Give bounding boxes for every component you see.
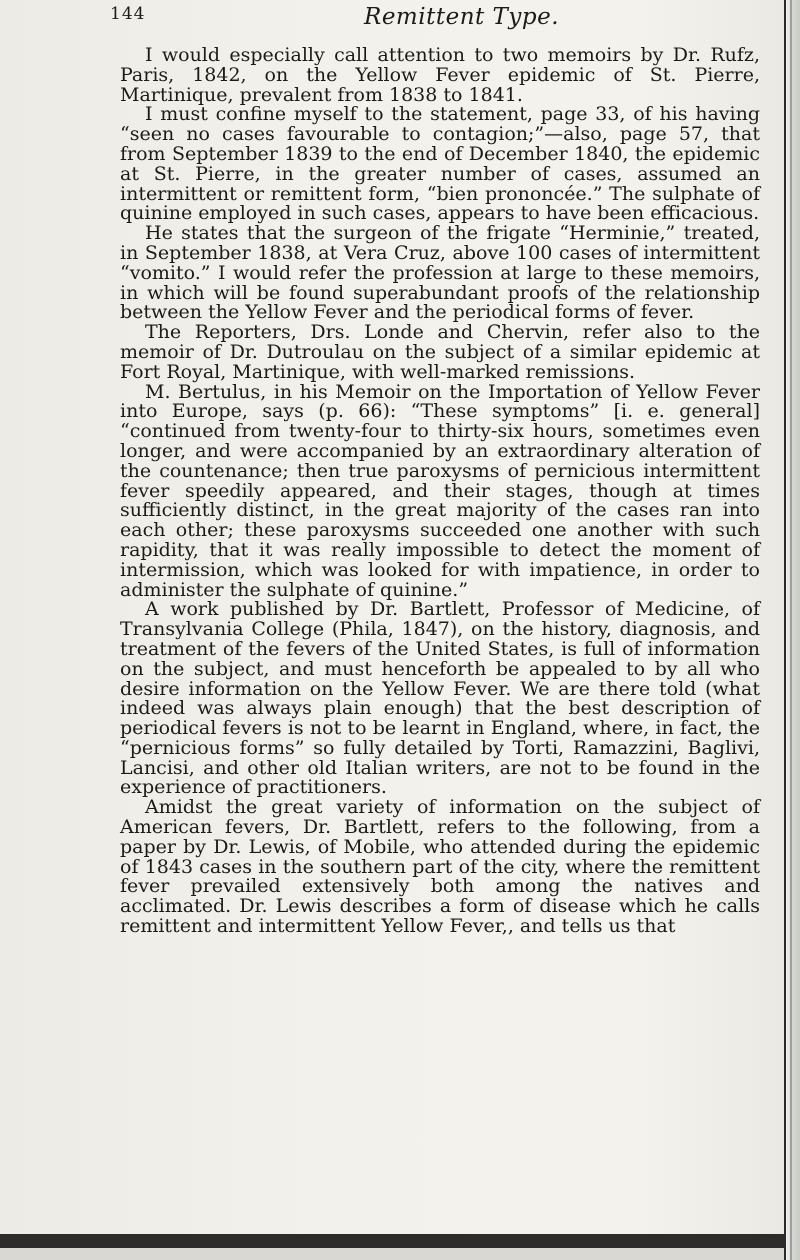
paragraph-bertulus: M. Bertulus, in his Memoir on the Importation of Yellow Fever into Europe, says (p. 66): “These symptoms” [i. e. general] “continued from twenty-four to thirty-six hours, sometimes even longer, and were accompanied by an extraordinary alteration of the countenance; then true paroxysms of pernicious intermittent fever speedily appeared, and their stages, though at times sufficiently distinct, in the great majority of the cases ran into each other; these paroxysms succeeded one another with such rapidity, that it was really impossible to detect the moment of intermission, which was looked for with impatience, in order to administer the sulphate of quinine.” <box>120 380 760 601</box>
paragraph-reporters: The Reporters, Drs. Londe and Chervin, refer also to the memoir of Dr. Dutroulau on the subject of a similar epidemic at Fort Royal, Martinique, with well-marked remissions. <box>120 321 760 383</box>
paragraph-herminie-frigate: He states that the surgeon of the frigate “Herminie,” treated, in September 1838, at Vera Cruz, above 100 cases of intermittent “vomito.” I would refer the profession at large to these memoirs, in which will be found superabundant proofs of the relationship between the Yellow Fever and the periodical forms of fever. <box>120 222 760 324</box>
paragraph-rufz-memoirs: I would especially call attention to two memoirs by Dr. Rufz, Paris, 1842, on the Yellow Fever epidemic of St. Pierre, Martinique, prevalent from 1838 to 1841. <box>120 44 760 106</box>
right-page-edge <box>784 0 800 1260</box>
paragraph-american-fevers: Amidst the great variety of information on the subject of American fevers, Dr. Bartlett, refers to the following, from a paper by Dr. Lewis, of Mobile, who attended during the epidemic of 1843 cases in the southern part of the city, where the remittent fever prevailed extensively both among the natives and acclimated. Dr. Lewis describes a form of disease which he calls remittent and intermittent Yellow Fever,, and tells us that <box>120 796 760 938</box>
bottom-strip <box>0 1248 786 1260</box>
running-head: Remittent Type. <box>364 4 560 30</box>
page-number: 144 <box>110 4 146 24</box>
paragraph-contagion-statement: I must confine myself to the statement, page 33, of his having “seen no cases favourable to contagion;”—also, page 57, that from September 1839 to the end of December 1840, the epidemic at St. Pierre, in the greater number of cases, assumed an intermittent or remittent form, “bien prononcée.” The sulphate of quinine employed in such cases, appears to have been efficacious. <box>120 103 760 225</box>
bottom-page-edge <box>0 1234 786 1248</box>
paragraph-bartlett: A work published by Dr. Bartlett, Professor of Medicine, of Transylvania College (Phila, 1847), on the history, diagnosis, and treatment of the fevers of the United States, is full of information on the subject, and must henceforth be appealed to by all who desire information on the Yellow Fever. We are there told (what indeed was always plain enough) that the best description of periodical fevers is not to be learnt in England, where, in fact, the “pernicious forms” so fully detailed by Torti, Ramazzini, Baglivi, Lancisi, and other old Italian writers, are not to be found in the experience of practitioners. <box>120 598 760 799</box>
body-text <box>120 46 760 937</box>
